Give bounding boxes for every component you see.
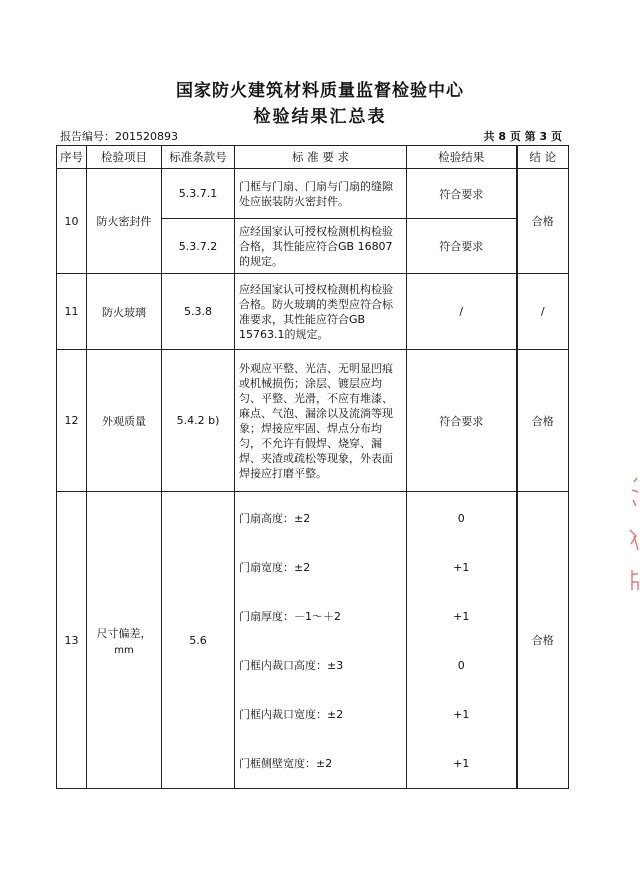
table-title: 检验结果汇总表	[253, 107, 387, 127]
dimension-requirement: 门框内裁口宽度：±2	[239, 708, 344, 721]
result-value: /	[407, 274, 517, 350]
dimension-result: +1	[453, 610, 470, 623]
clause-number: 5.3.8	[162, 274, 235, 350]
conclusion-value: /	[517, 274, 569, 350]
col-header-requirement: 标 准 要 求	[235, 146, 407, 169]
item-name: 外观质量	[87, 350, 162, 492]
requirement-text: 应经国家认可授权检测机构检验合格。防火玻璃的类型应符合标准要求，其性能应符合GB 15763.1的规定。	[235, 274, 407, 350]
results-table	[56, 145, 569, 789]
clause-number: 5.3.7.1	[162, 169, 235, 219]
dimension-requirement: 门扇宽度：±2	[239, 561, 311, 574]
requirement-text: 外观应平整、光洁、无明显凹痕或机械损伤；涂层、镀层应均匀、平整、光滑，不应有堆漆、麻点、气泡、漏涂以及流淌等现象；焊接应牢固、焊点分布均匀，不允许有假焊、烧穿、漏焊、夹渣或疏松等现象，外表面焊接应打磨平整。	[235, 350, 407, 492]
conclusion-value: 合格	[517, 169, 569, 274]
result-value: 符合要求	[407, 169, 517, 219]
dimension-requirement: 门框侧壁宽度：±2	[239, 757, 333, 770]
col-header-conclusion: 结 论	[517, 146, 569, 169]
clause-number: 5.4.2 b)	[162, 350, 235, 492]
page-info: 共 8 页 第 3 页	[483, 130, 562, 143]
item-name	[87, 492, 162, 789]
item-name: 防火密封件	[87, 169, 162, 274]
item-name-text: 尺寸偏差，	[96, 626, 152, 640]
conclusion-value: 合格	[517, 492, 569, 789]
clause-number: 5.3.7.2	[162, 219, 235, 274]
clause-number: 5.6	[162, 492, 235, 789]
table-row	[57, 350, 569, 492]
col-header-clause: 标准条款号	[162, 146, 235, 169]
row-number: 13	[57, 492, 87, 789]
requirement-text: 门框与门扇、门扇与门扇的缝隙处应嵌装防火密封件。	[235, 169, 407, 219]
col-header-item: 检验项目	[87, 146, 162, 169]
conclusion-value: 合格	[517, 350, 569, 492]
row-number: 11	[57, 274, 87, 350]
dimension-result: +1	[453, 708, 470, 721]
requirement-text: 应经国家认可授权检测机构检验合格，其性能应符合GB 16807的规定。	[235, 219, 407, 274]
item-unit: mm	[114, 644, 134, 656]
item-name: 防火玻璃	[87, 274, 162, 350]
seal-stamp-fragment	[618, 470, 640, 610]
table-row	[57, 274, 569, 350]
dimension-results	[407, 492, 517, 789]
dimension-result: 0	[457, 512, 465, 525]
header-row	[57, 146, 569, 169]
dimension-requirement: 门扇厚度：－1～＋2	[239, 610, 341, 623]
dimension-result: 0	[457, 659, 465, 672]
dimension-requirements	[235, 492, 407, 789]
result-value: 符合要求	[407, 350, 517, 492]
row-number: 12	[57, 350, 87, 492]
org-title: 国家防火建筑材料质量监督检验中心	[176, 81, 464, 101]
dimension-requirement: 门框内裁口高度：±3	[239, 659, 344, 672]
table-row	[57, 492, 569, 789]
dimension-requirement: 门扇高度：±2	[239, 512, 311, 525]
row-number: 10	[57, 169, 87, 274]
result-value: 符合要求	[407, 219, 517, 274]
col-header-no: 序号	[57, 146, 87, 169]
table-row	[57, 169, 569, 219]
col-header-result: 检验结果	[407, 146, 517, 169]
report-number: 报告编号：201520893	[60, 130, 178, 143]
dimension-result: +1	[453, 561, 470, 574]
dimension-result: +1	[453, 757, 470, 770]
